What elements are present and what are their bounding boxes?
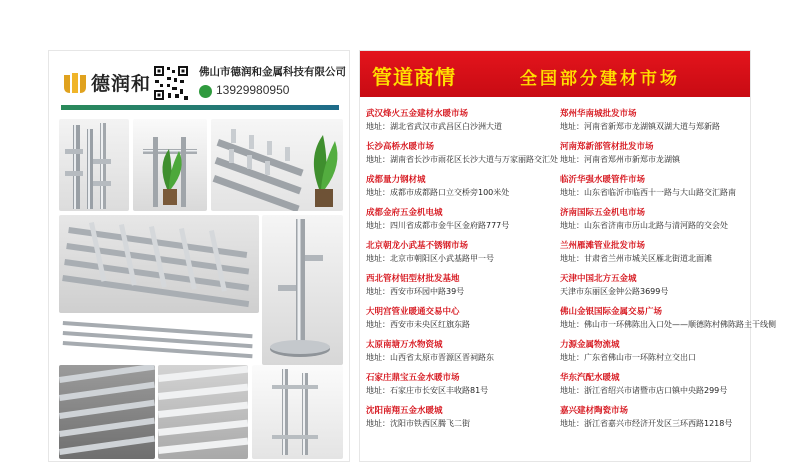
market-name: 沈阳南翔五金水暖城 (366, 406, 443, 416)
market-list-left (366, 109, 556, 439)
list-item (366, 142, 556, 175)
list-item (560, 241, 750, 274)
list-item (560, 208, 750, 241)
market-address: 地址：沈阳市铁西区腾飞二街 (366, 419, 470, 428)
banner-title: 管道商情 (372, 65, 456, 89)
header-divider (61, 105, 339, 110)
list-item (366, 307, 556, 340)
market-name: 大明宫管业暖通交易中心 (366, 307, 460, 317)
market-address: 地址：广东省佛山市一环陈村立交出口 (560, 353, 696, 362)
product-flyer-left (48, 50, 350, 462)
market-name: 郑州华南城批发市场 (560, 109, 637, 119)
list-item (366, 241, 556, 274)
market-address: 地址：西安市未央区红旗东路 (366, 320, 470, 329)
market-name: 石家庄鼎宝五金水暖市场 (366, 373, 460, 383)
market-address: 地址：北京市朝阳区小武基路甲一号 (366, 254, 494, 263)
brand-logo-icon (62, 71, 88, 95)
market-address: 地址：浙江省嘉兴市经济开发区三环西路1218号 (560, 419, 733, 428)
company-name: 佛山市德润和金属科技有限公司 (199, 66, 346, 78)
market-list-page (359, 50, 776, 462)
product-photo-loose-pipes (59, 317, 259, 363)
market-address: 地址：山东省济南市历山北路与清河路的交会处 (560, 221, 728, 230)
product-photo-packed-pipes-2 (158, 365, 248, 459)
phone-number: 13929980950 (216, 83, 290, 97)
product-photo-pipe-fittings (59, 119, 129, 211)
market-banner (360, 51, 750, 97)
market-name: 嘉兴建材陶瓷市场 (560, 406, 629, 416)
market-name: 北京朝龙小武基不锈钢市场 (366, 241, 469, 251)
list-item (366, 274, 556, 307)
market-name: 成都量力钢材城 (366, 175, 426, 185)
brand-name: 德润和 (91, 73, 152, 95)
list-item (560, 406, 750, 439)
market-name: 济南国际五金机电市场 (560, 208, 646, 218)
list-item (560, 340, 750, 373)
list-item (366, 406, 556, 439)
market-address: 地址：河南省郑州市新郑市龙湖镇 (560, 155, 680, 164)
market-address: 地址：湖北省武汉市武昌区白沙洲大道 (366, 122, 502, 131)
qr-code-icon (153, 65, 189, 101)
list-item (366, 208, 556, 241)
list-item (560, 373, 750, 406)
list-item (560, 175, 750, 208)
list-item (366, 373, 556, 406)
market-address: 地址：山西省太原市晋源区晋祠路东 (366, 353, 494, 362)
product-photo-packed-pipes-1 (59, 365, 155, 459)
list-item (366, 340, 556, 373)
market-name: 成都金府五金机电城 (366, 208, 443, 218)
market-name: 天津中国北方五金城 (560, 274, 637, 284)
market-address: 地址：西安市环园中路39号 (366, 287, 465, 296)
market-name: 佛山金银国际金属交易广场 (560, 307, 663, 317)
market-address: 天津市东丽区金钟公路3699号 (560, 287, 669, 296)
list-item (366, 109, 556, 142)
market-list-right (560, 109, 776, 439)
market-address: 地址：河南省新郑市龙湖镇双湖大道与郑新路 (560, 122, 720, 131)
market-name: 太原南塘万水物资城 (366, 340, 443, 350)
list-item (366, 175, 556, 208)
market-address: 地址：佛山市一环佛陈出入口处——顺德陈村佛陈路主干线侧 (560, 320, 776, 329)
product-photo-pipe-assembly (59, 215, 259, 313)
market-address: 地址：石家庄市长安区丰收路81号 (366, 386, 489, 395)
market-name: 临沂华强水暖管件市场 (560, 175, 646, 185)
product-photo-pipe-with-plant (133, 119, 207, 211)
market-name: 长沙高桥水暖市场 (366, 142, 435, 152)
list-item (560, 109, 750, 142)
product-photo-manifold-array (211, 119, 343, 211)
banner-subtitle: 全国部分建材市场 (520, 69, 680, 89)
market-name: 西北管材铝型材批发基地 (366, 274, 460, 284)
list-item (560, 142, 750, 175)
product-photo-pipe-flange (262, 215, 343, 365)
market-address: 地址：山东省临沂市临西十一路与大山路交汇路南 (560, 188, 736, 197)
flyer-header (49, 51, 349, 121)
market-name: 兰州雁滩管业批发市场 (560, 241, 646, 251)
market-name: 河南郑新部管材批发市场 (560, 142, 654, 152)
market-address: 地址：四川省成都市金牛区金府路777号 (366, 221, 510, 230)
market-address: 地址：浙江省绍兴市诸暨市店口镇中央路299号 (560, 386, 728, 395)
market-name: 武汉烽火五金建材水暖市场 (366, 109, 469, 119)
list-item (560, 274, 750, 307)
product-photo-long-fittings (252, 365, 343, 459)
market-address: 地址：湖南省长沙市雨花区长沙大道与万家丽路交汇处 (366, 155, 558, 164)
market-address: 地址：成都市成都路口立交桥旁100米处 (366, 188, 510, 197)
phone-icon (199, 85, 212, 98)
market-address: 地址：甘肃省兰州市城关区雁北街道北面滩 (560, 254, 712, 263)
list-item (560, 307, 776, 340)
market-name: 力源金属物流城 (560, 340, 620, 350)
market-name: 华东汽配水暖城 (560, 373, 620, 383)
